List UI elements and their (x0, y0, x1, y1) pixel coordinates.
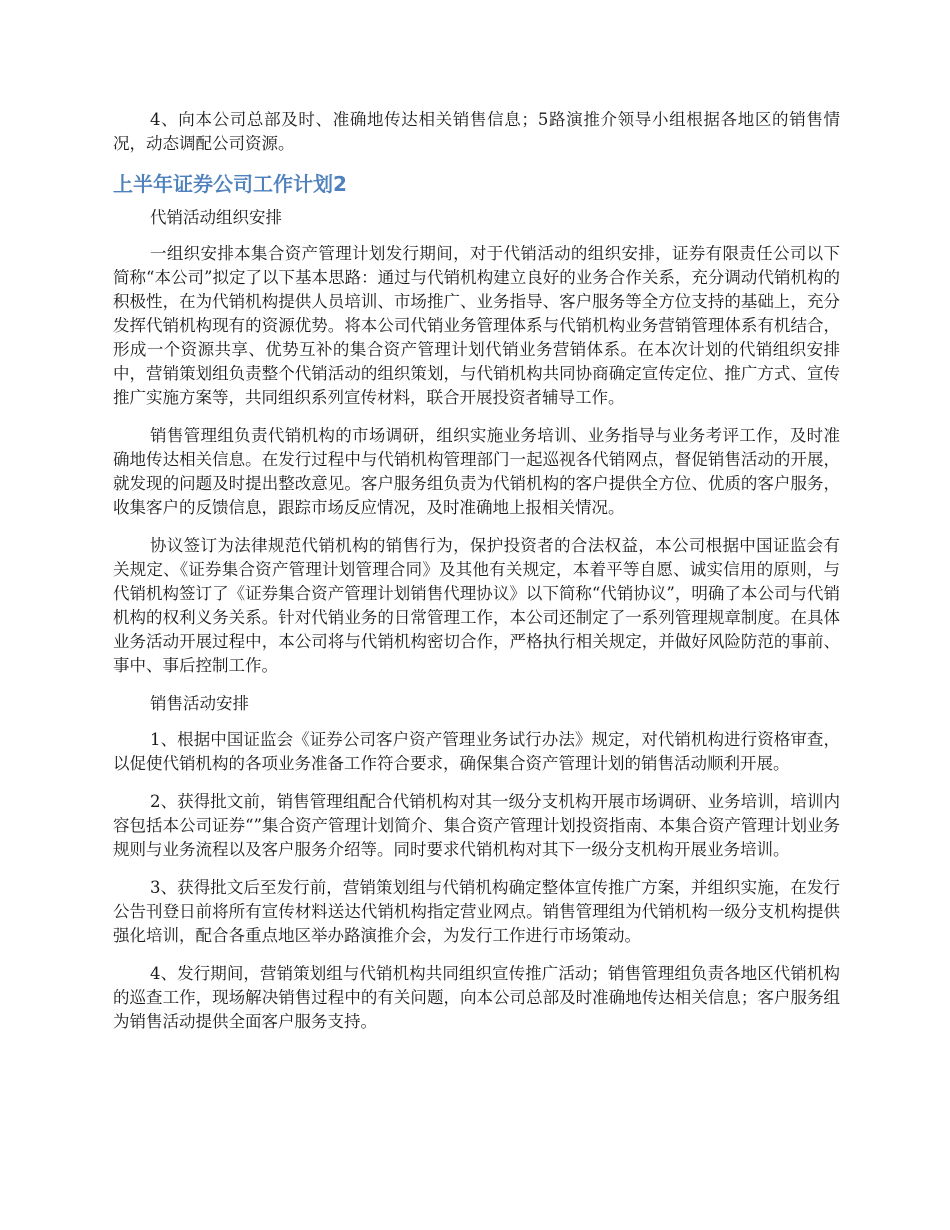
body-paragraph: 销售管理组负责代销机构的市场调研，组织实施业务培训、业务指导与业务考评工作，及时准确地传达相关信息。在发行过程中与代销机构管理部门一起巡视各代销网点，督促销售活动的开展，就发现的问题及时提出整改意见。客户服务组负责为代销机构的客户提供全方位、优质的客户服务，收集客户的反馈信息，跟踪市场反应情况，及时准确地上报相关情况。 (113, 426, 840, 517)
body-paragraph: 协议签订为法律规范代销机构的销售行为，保护投资者的合法权益，本公司根据中国证监会有关规定、《证券集合资产管理计划管理合同》及其他有关规定，本着平等自愿、诚实信用的原则，与代销机构签订了《证券集合资产管理计划销售代理协议》以下简称“代销协议”，明确了本公司与代销机构的权利义务关系。针对代销业务的日常管理工作，本公司还制定了一系列管理规章制度。在具体业务活动开展过程中，本公司将与代销机构密切合作，严格执行相关规定，并做好风险防范的事前、事中、事后控制工作。 (113, 536, 840, 675)
body-paragraph: 一组织安排本集合资产管理计划发行期间，对于代销活动的组织安排，证券有限责任公司以下简称“本公司”拟定了以下基本思路：通过与代销机构建立良好的业务合作关系，充分调动代销机构的积极性，在为代销机构提供人员培训、市场推广、业务指导、客户服务等全方位支持的基础上，充分发挥代销机构现有的资源优势。将本公司代销业务管理体系与代销机构业务营销管理体系有机结合，形成一个资源共享、优势互补的集合资产管理计划代销业务营销体系。在本次计划的代销组织安排中，营销策划组负责整个代销活动的组织策划，与代销机构共同协商确定宣传定位、推广方式、宣传推广实施方案等，共同组织系列宣传材料，联合开展投资者辅导工作。 (113, 244, 840, 407)
intro-paragraph: 4、向本公司总部及时、准确地传达相关销售信息；5路演推介领导小组根据各地区的销售情况，动态调配公司资源。 (113, 110, 840, 153)
list-item-paragraph: 4、发行期间，营销策划组与代销机构共同组织宣传推广活动；销售管理组负责各地区代销机构的巡查工作，现场解决销售过程中的有关问题，向本公司总部及时准确地传达相关信息；客户服务组为销售活动提供全面客户服务支持。 (113, 964, 840, 1031)
document-page (113, 108, 840, 1048)
section-title: 上半年证券公司工作计划2 (113, 172, 347, 196)
subheading-agency-organization: 代销活动组织安排 (150, 208, 282, 227)
list-item-paragraph: 2、获得批文前，销售管理组配合代销机构对其一级分支机构开展市场调研、业务培训，培训内容包括本公司证券“”集合资产管理计划简介、集合资产管理计划投资指南、本集合资产管理计划业务规则与业务流程以及客户服务介绍等。同时要求代销机构对其下一级分支机构开展业务培训。 (113, 792, 840, 859)
list-item-paragraph: 3、获得批文后至发行前，营销策划组与代销机构确定整体宣传推广方案，并组织实施，在发行公告刊登日前将所有宣传材料送达代销机构指定营业网点。销售管理组为代销机构一级分支机构提供强化培训，配合各重点地区举办路演推介会，为发行工作进行市场策动。 (113, 878, 840, 945)
subheading-sales-activity: 销售活动安排 (150, 694, 249, 713)
list-item-paragraph: 1、根据中国证监会《证券公司客户资产管理业务试行办法》规定，对代销机构进行资格审查，以促使代销机构的各项业务准备工作符合要求，确保集合资产管理计划的销售活动顺利开展。 (113, 730, 840, 773)
